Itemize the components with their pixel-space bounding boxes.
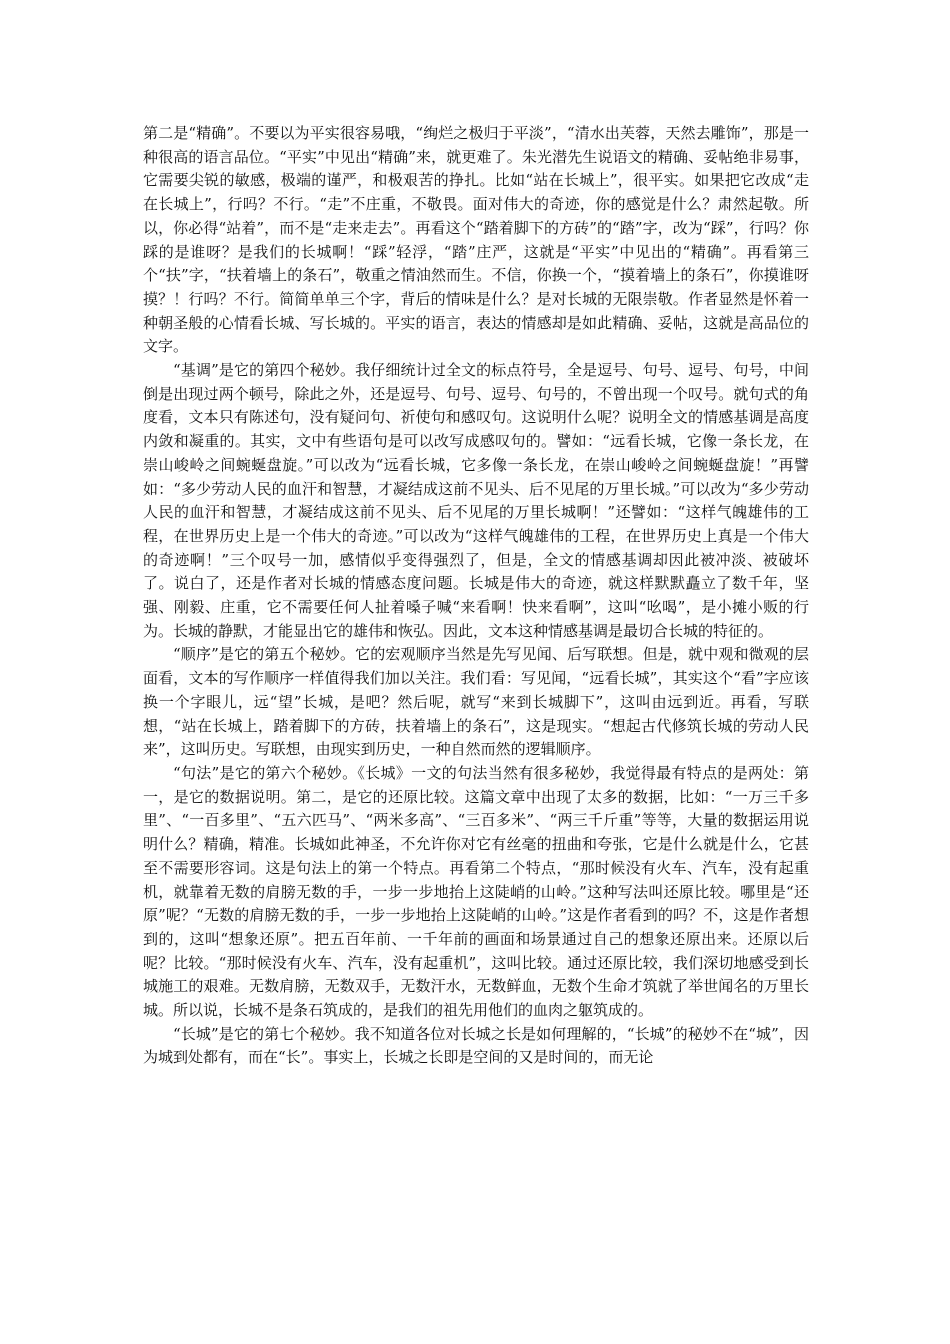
paragraph-syntax: “句法”是它的第六个秘妙。《长城》一文的句法当然有很多秘妙，我觉得最有特点的是两处：第一，是它的数据说明。第二，是它的还原比较。这篇文章中出现了太多的数据，比如：“一万三千多里”、“一百多里”、“五六匹马”、“两米多高”、“三百多米”、“两三千斤重”等等，大量的数据运用说明什么？精确，精准。长城如此神圣，不允许你对它有丝毫的扭曲和夸张，它是什么就是什么，它甚至不需要形容词。这是句法上的第一个特点。再看第二个特点，“那时候没有火车、汽车，没有起重机，就靠着无数的肩膀无数的手，一步一步地抬上这陡峭的山岭。”这种写法叫还原比较。哪里是“还原”呢？“无数的肩膀无数的手，一步一步地抬上这陡峭的山岭。”这是作者看到的吗？不，这是作者想到的，这叫“想象还原”。把五百年前、一千年前的画面和场景通过自己的想象还原出来。还原以后呢？比较。“那时候没有火车、汽车，没有起重机”，这叫比较。通过还原比较，我们深切地感受到长城施工的艰难。无数肩膀，无数双手，无数汗水，无数鲜血，无数个生命才筑就了举世闻名的万里长城。所以说，长城不是条石筑成的，是我们的祖先用他们的血肉之躯筑成的。 <box>143 763 809 1020</box>
paragraph-tone: “基调”是它的第四个秘妙。我仔细统计过全文的标点符号，全是逗号、句号、逗号、句号，中间倒是出现过两个顿号，除此之外，还是逗号、句号、逗号、句号的，不曾出现一个叹号。就句式的角度看，文本只有陈述句，没有疑问句、祈使句和感叹句。这说明什么呢？说明全文的情感基调是高度内敛和凝重的。其实，文中有些语句是可以改写成感叹句的。譬如：“远看长城，它像一条长龙，在崇山峻岭之间蜿蜒盘旋。”可以改为“远看长城，它多像一条长龙，在崇山峻岭之间蜿蜒盘旋！”再譬如：“多少劳动人民的血汗和智慧，才凝结成这前不见头、后不见尾的万里长城。”可以改为“多少劳动人民的血汗和智慧，才凝结成这前不见头、后不见尾的万里长城啊！”还譬如：“这样气魄雄伟的工程，在世界历史上是一个伟大的奇迹。”可以改为“这样气魄雄伟的工程，在世界历史上真是一个伟大的奇迹啊！”三个叹号一加，感情似乎变得强烈了，但是，全文的情感基调却因此被冲淡、被破坏了。说白了，还是作者对长城的情感态度问题。长城是伟大的奇迹，就这样默默矗立了数千年，坚强、刚毅、庄重，它不需要任何人扯着嗓子喊“来看啊！快来看啊”，这叫“吆喝”，是小摊小贩的行为。长城的静默，才能显出它的雄伟和恢弘。因此，文本这种情感基调是最切合长城的特征的。 <box>143 361 809 640</box>
paragraph-great-wall: “长城”是它的第七个秘妙。我不知道各位对长城之长是如何理解的，“长城”的秘妙不在“城”，因为城到处都有，而在“长”。事实上，长城之长即是空间的又是时间的，而无论 <box>143 1024 809 1067</box>
paragraph-precision: 第二是“精确”。不要以为平实很容易哦，“绚烂之极归于平淡”，“清水出芙蓉，天然去雕饰”，那是一种很高的语言品位。“平实”中见出“精确”来，就更难了。朱光潜先生说语文的精确、妥帖绝非易事，它需要尖锐的敏感，极端的谨严，和极艰苦的挣扎。比如“站在长城上”，很平实。如果把它改成“走在长城上”，行吗？不行。“走”不庄重，不敬畏。面对伟大的奇迹，你的感觉是什么？肃然起敬。所以，你必得“站着”，而不是“走来走去”。再看这个“踏着脚下的方砖”的“踏”字，改为“踩”，行吗？你踩的是谁呀？是我们的长城啊！“踩”轻浮，“踏”庄严，这就是“平实”中见出的“精确”。再看第三个“扶”字，“扶着墙上的条石”，敬重之情油然而生。不信，你换一个，“摸着墙上的条石”，你摸谁呀摸？！行吗？不行。简简单单三个字，背后的情味是什么？是对长城的无限崇敬。作者显然是怀着一种朝圣般的心情看长城、写长城的。平实的语言，表达的情感却是如此精确、妥帖，这就是高品位的文字。 <box>143 124 809 356</box>
document-page <box>143 122 809 1070</box>
paragraph-order: “顺序”是它的第五个秘妙。它的宏观顺序当然是先写见闻、后写联想。但是，就中观和微观的层面看，文本的写作顺序一样值得我们加以关注。我们看：写见闻，“远看长城”，其实这个“看”字应该换一个字眼儿，远“望”长城，是吧？然后呢，就写“来到长城脚下”，这叫由远到近。再看，写联想，“站在长城上，踏着脚下的方砖，扶着墙上的条石”，这是现实。“想起古代修筑长城的劳动人民来”，这叫历史。写联想，由现实到历史，一种自然而然的逻辑顺序。 <box>143 645 809 759</box>
